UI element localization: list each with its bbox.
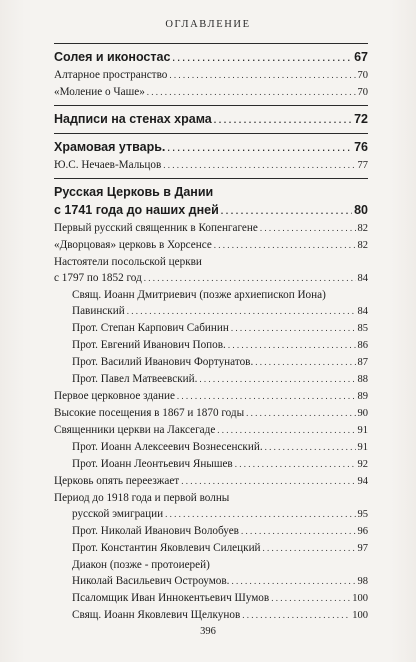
- toc-entry-page: 97: [357, 543, 368, 554]
- dot-leader: [214, 111, 352, 129]
- toc-entry-title: Русская Церковь в Дании: [54, 185, 214, 199]
- dot-leader: [127, 303, 356, 319]
- page-number: 396: [200, 626, 216, 637]
- dot-leader: [271, 590, 350, 606]
- dot-leader: [263, 540, 356, 556]
- toc-entry[interactable]: [54, 337, 368, 354]
- toc-entry[interactable]: [54, 590, 368, 607]
- toc-entry-title: Прот. Константин Яковлевич Силецкий: [72, 542, 261, 554]
- toc-entry-page: 84: [357, 273, 368, 284]
- toc-entry[interactable]: [54, 138, 368, 157]
- dot-leader: [228, 337, 356, 353]
- toc-entry-page: 88: [357, 374, 368, 385]
- dot-leader: [167, 139, 352, 157]
- toc-entry[interactable]: [54, 388, 368, 405]
- toc-entry-title: Прот. Иоанн Алексеевич Вознесенский.: [72, 441, 263, 453]
- toc-entry[interactable]: [54, 270, 368, 287]
- toc-entry-title: Прот. Василий Иванович Фортунатов.: [72, 356, 254, 368]
- toc-entry-title: Свящ. Иоанн Яковлевич Щелкунов: [72, 609, 241, 621]
- toc-entry-title: с 1797 по 1852 год: [54, 272, 142, 284]
- toc-entry-page: 80: [354, 203, 368, 217]
- toc-entry[interactable]: [54, 354, 368, 371]
- toc-entry-page: 94: [357, 476, 368, 487]
- toc-entry[interactable]: [54, 48, 368, 67]
- toc-entry-title: Высокие посещения в 1867 и 1870 годы: [54, 407, 245, 419]
- toc-entry-title: Николай Васильевич Остроумов.: [72, 575, 230, 587]
- toc-entry-title: Храмовая утварь.: [54, 140, 166, 154]
- dot-leader: [231, 573, 355, 589]
- toc-entry-title: Прот. Николай Иванович Волобуев: [72, 525, 239, 537]
- toc-entry[interactable]: [54, 439, 368, 456]
- toc-entry[interactable]: [54, 405, 368, 422]
- dot-leader: [265, 439, 356, 455]
- toc-entry[interactable]: [54, 110, 368, 129]
- toc-entry[interactable]: [54, 201, 368, 220]
- dot-leader: [177, 388, 356, 404]
- toc-entry-page: 77: [357, 160, 368, 171]
- toc-entry-title: «Моление о Чаше»: [54, 86, 145, 98]
- toc-entry-title: Надписи на стенах храма: [54, 112, 212, 126]
- toc-entry[interactable]: [54, 540, 368, 557]
- toc-entry-title: Прот. Павел Матвеевский.: [72, 373, 198, 385]
- toc-entry-page: 95: [357, 509, 368, 520]
- toc-entry-page: 100: [352, 610, 368, 621]
- toc-entry-page: 90: [357, 408, 368, 419]
- toc-entry[interactable]: [54, 523, 368, 540]
- toc-entry[interactable]: [54, 237, 368, 254]
- dot-leader: [241, 523, 356, 539]
- dot-leader: [144, 270, 356, 286]
- toc-entry[interactable]: [54, 303, 368, 320]
- toc-entry[interactable]: [54, 490, 368, 506]
- toc-entry-title: Солея и иконостас: [54, 50, 171, 64]
- dot-leader: [214, 237, 356, 253]
- dot-leader: [235, 456, 356, 472]
- dot-leader: [221, 202, 352, 220]
- toc-entry-title: Алтарное пространство: [54, 69, 168, 81]
- dot-leader: [260, 220, 356, 236]
- toc-entry-title: Ю.С. Нечаев-Мальцов: [54, 159, 162, 171]
- toc-entry-page: 86: [357, 340, 368, 351]
- toc-entry-title: Свящ. Иоанн Дмитриевич (позже архиепископ Иона): [72, 289, 326, 301]
- dot-leader: [147, 84, 356, 100]
- toc-entry-page: 72: [354, 112, 368, 126]
- toc-entry-page: 70: [357, 70, 368, 81]
- toc-entry-page: 82: [357, 223, 368, 234]
- toc-entry[interactable]: [54, 422, 368, 439]
- toc-entry-title: Диакон (позже - протоиерей): [72, 559, 210, 571]
- toc-entry[interactable]: [54, 607, 368, 624]
- toc-entry[interactable]: [54, 220, 368, 237]
- toc-entry-page: 91: [357, 425, 368, 436]
- toc-entry-title: Прот. Степан Карпович Сабинин: [72, 322, 229, 334]
- toc-entry[interactable]: [54, 157, 368, 174]
- toc-entry[interactable]: [54, 473, 368, 490]
- toc-entry[interactable]: [54, 84, 368, 101]
- toc-entry[interactable]: [54, 506, 368, 523]
- toc-entry[interactable]: [54, 320, 368, 337]
- toc-entry-title: Прот. Евгений Иванович Попов.: [72, 339, 226, 351]
- toc-entry-page: 67: [354, 50, 368, 64]
- toc-entry-page: 91: [357, 442, 368, 453]
- toc-entry[interactable]: [54, 456, 368, 473]
- page-header: ОГЛАВЛЕНИЕ: [165, 19, 251, 30]
- dot-leader: [242, 607, 350, 623]
- dot-leader: [165, 506, 355, 522]
- toc-entry-title: «Дворцовая» церковь в Хорсенсе: [54, 239, 212, 251]
- toc-entry[interactable]: [54, 573, 368, 590]
- toc-entry-title: русской эмиграции: [72, 508, 164, 520]
- toc-entry-title: Период до 1918 года и первой волны: [54, 492, 230, 504]
- toc-entry-title: Псаломщик Иван Иннокентьевич Шумов: [72, 592, 270, 604]
- toc-entry-title: Церковь опять переезжает: [54, 475, 180, 487]
- table-of-contents: [54, 43, 368, 624]
- toc-entry-title: Священники церкви на Лаксегаде: [54, 424, 216, 436]
- dot-leader: [246, 405, 355, 421]
- toc-entry-page: 100: [352, 593, 368, 604]
- toc-entry-title: Настоятели посольской церкви: [54, 256, 202, 268]
- toc-entry[interactable]: [54, 557, 368, 573]
- toc-entry-page: 76: [354, 140, 368, 154]
- dot-leader: [172, 49, 352, 67]
- dot-leader: [169, 67, 355, 83]
- dot-leader: [255, 354, 355, 370]
- toc-entry-page: 89: [357, 391, 368, 402]
- toc-entry-title: Первый русский священник в Копенгагене: [54, 222, 258, 234]
- dot-leader: [163, 157, 355, 173]
- toc-entry-page: 92: [357, 459, 368, 470]
- toc-entry-page: 87: [357, 357, 368, 368]
- toc-entry-title: Павинский: [72, 305, 125, 317]
- dot-leader: [181, 473, 355, 489]
- toc-entry[interactable]: [54, 183, 368, 201]
- toc-entry[interactable]: [54, 67, 368, 84]
- dot-leader: [199, 371, 355, 387]
- toc-entry-title: Прот. Иоанн Леонтьевич Янышев: [72, 458, 233, 470]
- toc-entry[interactable]: [54, 254, 368, 270]
- toc-entry-page: 85: [357, 323, 368, 334]
- toc-entry-page: 70: [357, 87, 368, 98]
- dot-leader: [217, 422, 355, 438]
- toc-entry-title: Первое церковное здание: [54, 390, 175, 402]
- toc-entry-page: 98: [357, 576, 368, 587]
- dot-leader: [231, 320, 356, 336]
- toc-entry-title: с 1741 года до наших дней: [54, 203, 219, 217]
- toc-entry-page: 84: [357, 306, 368, 317]
- toc-entry-page: 96: [357, 526, 368, 537]
- toc-entry[interactable]: [54, 371, 368, 388]
- toc-entry[interactable]: [54, 287, 368, 303]
- toc-entry-page: 82: [357, 240, 368, 251]
